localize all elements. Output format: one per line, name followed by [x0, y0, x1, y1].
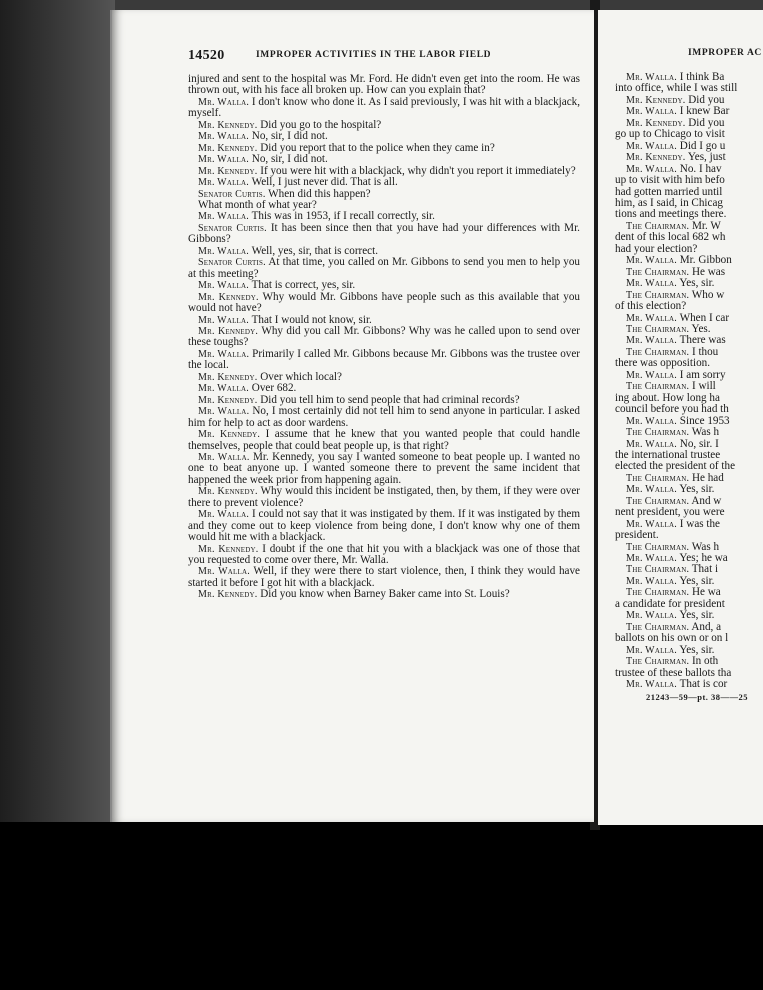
line-text: Yes, just: [687, 151, 726, 164]
line-text: And, a: [691, 620, 722, 633]
paragraph-text: That is correct, yes, sir.: [251, 279, 356, 292]
transcript-paragraph: [188, 257, 580, 280]
line-text: Yes.: [691, 322, 711, 335]
line-text: had your election?: [615, 242, 698, 255]
paragraph-text: No, sir, I did not.: [251, 130, 328, 143]
paragraph-text: Over 682.: [251, 382, 297, 395]
paragraph-text: What month of what year?: [198, 198, 317, 211]
speaker-name: The Chairman.: [626, 323, 690, 335]
transcript-paragraph: [188, 326, 580, 349]
speaker-name: Mr. Walla.: [626, 278, 677, 290]
speaker-name: Mr. Walla.: [626, 255, 677, 267]
speaker-name: Mr. Walla.: [198, 509, 250, 521]
paragraph-text: Over which local?: [260, 370, 342, 383]
speaker-name: Mr. Walla.: [198, 406, 250, 418]
speaker-name: The Chairman.: [626, 427, 690, 439]
transcript-paragraph: [188, 143, 580, 154]
speaker-name: Mr. Walla.: [198, 280, 249, 292]
speaker-name: Mr. Walla.: [626, 575, 677, 587]
paragraph-text: Did you know when Barney Baker came into St. Louis?: [260, 588, 510, 601]
paragraph-text: Well, I just never did. That is all.: [251, 176, 398, 189]
line-text: Yes, sir.: [679, 609, 715, 622]
speaker-name: Mr. Walla.: [198, 383, 249, 395]
transcript-line: [598, 530, 763, 541]
transcript-line: [598, 335, 763, 346]
line-text: I will: [691, 380, 716, 393]
line-text: elected the president of the: [615, 460, 736, 473]
speaker-name: Mr. Kennedy.: [198, 486, 258, 498]
paragraph-text: Why would this incident be instigated, then, by them, if they were over there to prevent violence?: [188, 485, 580, 509]
speaker-name: Mr. Walla.: [626, 438, 677, 450]
speaker-name: The Chairman.: [626, 656, 690, 668]
line-text: Did I go u: [679, 139, 726, 152]
line-text: No, sir. I: [679, 437, 719, 450]
speaker-name: Mr. Kennedy.: [198, 165, 258, 177]
paragraph-text: I could not say that it was instigated by them. If it was instigated by them and they come out to keep violence from being done, I don't know why one of them would hit me with a blackjack.: [188, 508, 580, 544]
transcript-paragraph: [188, 486, 580, 509]
speaker-name: The Chairman.: [626, 621, 690, 633]
speaker-name: Mr. Walla.: [198, 245, 249, 257]
line-text: I am sorry: [679, 368, 726, 381]
speaker-name: Mr. Kennedy.: [626, 152, 686, 164]
transcript-line: [598, 610, 763, 621]
paragraph-text: Did you report that to the police when they came in?: [260, 141, 495, 154]
speaker-name: Mr. Walla.: [626, 610, 677, 622]
transcript-paragraph: [188, 406, 580, 429]
line-text: Yes, sir.: [679, 643, 715, 656]
speaker-name: The Chairman.: [626, 564, 690, 576]
paragraph-text: This was in 1953, if I recall correctly, sir.: [251, 210, 435, 223]
transcript-paragraph: [188, 97, 580, 120]
line-text: I thou: [691, 345, 719, 358]
paragraph-text: I assume that he knew that you wanted people that could handle themselves, people that could beat people up, is that right?: [188, 428, 580, 452]
line-text: Did you: [688, 93, 725, 106]
speaker-name: Mr. Walla.: [626, 415, 677, 427]
line-text: Did you: [688, 116, 725, 129]
paragraph-text: At that time, you called on Mr. Gibbons to send you men to help you at this meeting?: [188, 256, 580, 280]
paragraph-text: I doubt if the one that hit you with a blackjack was one of those that you requested to come over there, Mr. Walla.: [188, 542, 580, 567]
speaker-name: Mr. Walla.: [626, 72, 677, 83]
line-text: council before you had th: [615, 403, 729, 416]
line-text: There was: [679, 334, 726, 347]
paragraph-text: injured and sent to the hospital was Mr. Ford. He didn't even get into the room. He was thrown out, with his face all broken up. How can you explain that?: [188, 73, 580, 97]
page-number: 14520: [188, 48, 225, 63]
right-page-body: [598, 72, 763, 704]
transcript-line: [598, 278, 763, 289]
paragraph-text: When did this happen?: [268, 187, 371, 200]
speaker-name: The Chairman.: [626, 381, 690, 393]
line-text: a candidate for president: [615, 597, 725, 610]
line-text: That is cor: [679, 678, 728, 691]
transcript-paragraph: [188, 372, 580, 383]
paragraph-text: Did you go to the hospital?: [260, 118, 382, 131]
paragraph-text: It has been since then that you have had your differences with Mr. Gibbons?: [188, 221, 580, 246]
speaker-name: The Chairman.: [626, 495, 690, 507]
line-text: ing about. How long ha: [615, 391, 720, 404]
line-text: In oth: [691, 655, 719, 668]
speaker-name: Mr. Walla.: [626, 312, 677, 324]
transcript-paragraph: [188, 429, 580, 452]
page-header: [188, 48, 573, 64]
paragraph-text: Well, yes, sir, that is correct.: [251, 244, 379, 257]
speaker-name: The Chairman.: [626, 266, 690, 278]
speaker-name: Mr. Kennedy.: [198, 429, 261, 441]
transcript-paragraph: [188, 349, 580, 372]
line-text: I was the: [679, 517, 720, 530]
line-text: He was: [691, 265, 726, 278]
transcript-line: [598, 576, 763, 587]
speaker-name: Mr. Walla.: [198, 348, 250, 360]
line-text: Yes, sir.: [679, 483, 715, 496]
line-text: there was opposition.: [615, 357, 710, 370]
speaker-name: Mr. Walla.: [626, 518, 677, 530]
speaker-name: Mr. Kennedy.: [198, 371, 258, 383]
speaker-name: The Chairman.: [626, 220, 690, 232]
line-text: him, as I said, in Chicag: [615, 196, 723, 209]
line-text: Was h: [691, 540, 720, 553]
paragraph-text: I don't know who done it. As I said previously, I was hit with a blackjack, myself.: [188, 95, 580, 120]
speaker-name: Mr. Walla.: [198, 154, 249, 166]
speaker-name: The Chairman.: [626, 587, 690, 599]
transcript-line: [598, 553, 763, 564]
transcript-line: [598, 461, 763, 472]
transcript-paragraph: [188, 177, 580, 188]
transcript-paragraph: [188, 566, 580, 589]
transcript-line: [598, 370, 763, 381]
paragraph-text: Well, if they were there to start violence, then, I think they would have started it before I got hit with a blackjack.: [188, 565, 581, 589]
paragraph-text: That I would not know, sir.: [251, 313, 372, 326]
left-page-body: [188, 74, 580, 601]
speaker-name: Mr. Walla.: [626, 106, 677, 118]
speaker-name: Mr. Kennedy.: [198, 142, 258, 154]
speaker-name: Mr. Walla.: [626, 163, 677, 175]
transcript-line: [598, 313, 763, 324]
line-text: had gotten married until: [615, 185, 723, 198]
speaker-name: Mr. Kennedy.: [198, 394, 258, 406]
speaker-name: Mr. Kennedy.: [198, 291, 259, 303]
transcript-line: [598, 679, 763, 690]
speaker-name: Mr. Walla.: [198, 211, 249, 223]
speaker-name: Senator Curtis.: [198, 188, 266, 200]
line-text: Yes, sir.: [679, 574, 715, 587]
paragraph-text: No, I most certainly did not tell him to send anyone in particular. I asked him for help to act as door wardens.: [188, 405, 581, 429]
paragraph-text: Primarily I called Mr. Gibbons because Mr. Gibbons was the trustee over the local.: [188, 347, 580, 372]
line-text: go up to Chicago to visit: [615, 128, 725, 141]
line-text: trustee of these ballots tha: [615, 666, 732, 679]
transcript-line: [598, 209, 763, 220]
speaker-name: Mr. Walla.: [198, 96, 250, 108]
speaker-name: Mr. Walla.: [198, 566, 250, 578]
transcript-paragraph: [188, 544, 580, 567]
line-text: of this election?: [615, 300, 687, 313]
speaker-name: Mr. Kennedy.: [198, 543, 259, 555]
left-page: [110, 10, 594, 822]
transcript-paragraph: [188, 452, 580, 486]
line-text: into office, while I was still: [615, 82, 738, 95]
right-running-head: IMPROPER AC: [688, 48, 762, 58]
transcript-paragraph: [188, 589, 580, 600]
line-text: He wa: [691, 586, 721, 599]
line-text: nent president, you were: [615, 506, 725, 519]
speaker-name: Mr. Walla.: [198, 177, 249, 189]
paragraph-text: Did you tell him to send people that had criminal records?: [260, 393, 520, 406]
speaker-name: Mr. Kennedy.: [198, 589, 258, 601]
speaker-name: Mr. Kennedy.: [626, 117, 686, 129]
line-text: Since 1953: [679, 414, 730, 427]
speaker-name: Mr. Walla.: [626, 369, 677, 381]
speaker-name: Mr. Walla.: [626, 644, 677, 656]
speaker-name: Senator Curtis.: [198, 257, 266, 269]
line-text: Mr. W: [691, 219, 721, 232]
transcript-line: [598, 141, 763, 152]
line-text: That i: [691, 563, 719, 576]
transcript-line: [598, 645, 763, 656]
line-text: And w: [691, 494, 722, 507]
speaker-name: Mr. Walla.: [626, 484, 677, 496]
scan-background-bottom: [0, 822, 763, 990]
line-text: tions and meetings there.: [615, 208, 727, 221]
line-text: No. I hav: [679, 162, 722, 175]
speaker-name: Mr. Walla.: [626, 553, 677, 565]
transcript-paragraph: [188, 120, 580, 131]
speaker-name: The Chairman.: [626, 541, 690, 553]
line-text: When I car: [679, 311, 730, 324]
paragraph-text: Why would Mr. Gibbons have people such as this available that you would not have?: [188, 290, 580, 315]
line-text: dent of this local 682 wh: [615, 231, 726, 244]
line-text: Mr. Gibbon: [679, 254, 732, 267]
running-head: IMPROPER ACTIVITIES IN THE LABOR FIELD: [256, 50, 492, 60]
line-text: Yes; he wa: [679, 552, 728, 565]
speaker-name: The Chairman.: [626, 346, 690, 358]
transcript-line: [598, 484, 763, 495]
line-text: the international trustee: [615, 448, 721, 461]
speaker-name: Senator Curtis.: [198, 222, 267, 234]
line-text: I think Ba: [679, 71, 725, 83]
speaker-name: Mr. Kennedy.: [626, 94, 686, 106]
speaker-name: Mr. Walla.: [626, 140, 677, 152]
line-text: Who w: [691, 288, 725, 301]
paragraph-text: Why did you call Mr. Gibbons? Why was he called upon to send over these toughs?: [188, 324, 580, 349]
speaker-name: Mr. Kennedy.: [198, 119, 258, 131]
speaker-name: Mr. Walla.: [626, 679, 677, 691]
paragraph-text: If you were hit with a blackjack, why didn't you report it immediately?: [260, 164, 576, 177]
paragraph-text: Mr. Kennedy, you say I wanted someone to beat people up. I wanted no one to beat anyone up. I wanted someone there to prevent the same incident that happened the week prior from happening again.: [188, 450, 580, 486]
speaker-name: The Chairman.: [626, 289, 690, 301]
speaker-name: Mr. Walla.: [198, 314, 249, 326]
speaker-name: Mr. Walla.: [198, 131, 249, 143]
transcript-line: [598, 83, 763, 94]
line-text: I knew Bar: [679, 105, 730, 118]
transcript-paragraph: [188, 509, 580, 543]
transcript-paragraph: [188, 74, 580, 97]
transcript-line: [598, 416, 763, 427]
transcript-paragraph: [188, 292, 580, 315]
transcript-line: [598, 106, 763, 117]
paragraph-text: No, sir, I did not.: [251, 153, 328, 166]
speaker-name: The Chairman.: [626, 472, 690, 484]
transcript-line: [598, 255, 763, 266]
print-code-footer: 21243—59—pt. 38——25: [646, 692, 749, 703]
speaker-name: Mr. Walla.: [626, 335, 677, 347]
line-text: Was h: [691, 426, 720, 439]
line-text: up to visit with him befo: [615, 174, 725, 187]
transcript-paragraph: [188, 223, 580, 246]
line-text: Yes, sir.: [679, 277, 715, 290]
line-text: ballots on his own or on l: [615, 632, 729, 645]
line-text: president.: [615, 529, 659, 542]
speaker-name: Mr. Kennedy.: [198, 325, 259, 337]
right-page: [598, 10, 763, 825]
speaker-name: Mr. Walla.: [198, 451, 250, 463]
line-text: He had: [691, 471, 724, 484]
